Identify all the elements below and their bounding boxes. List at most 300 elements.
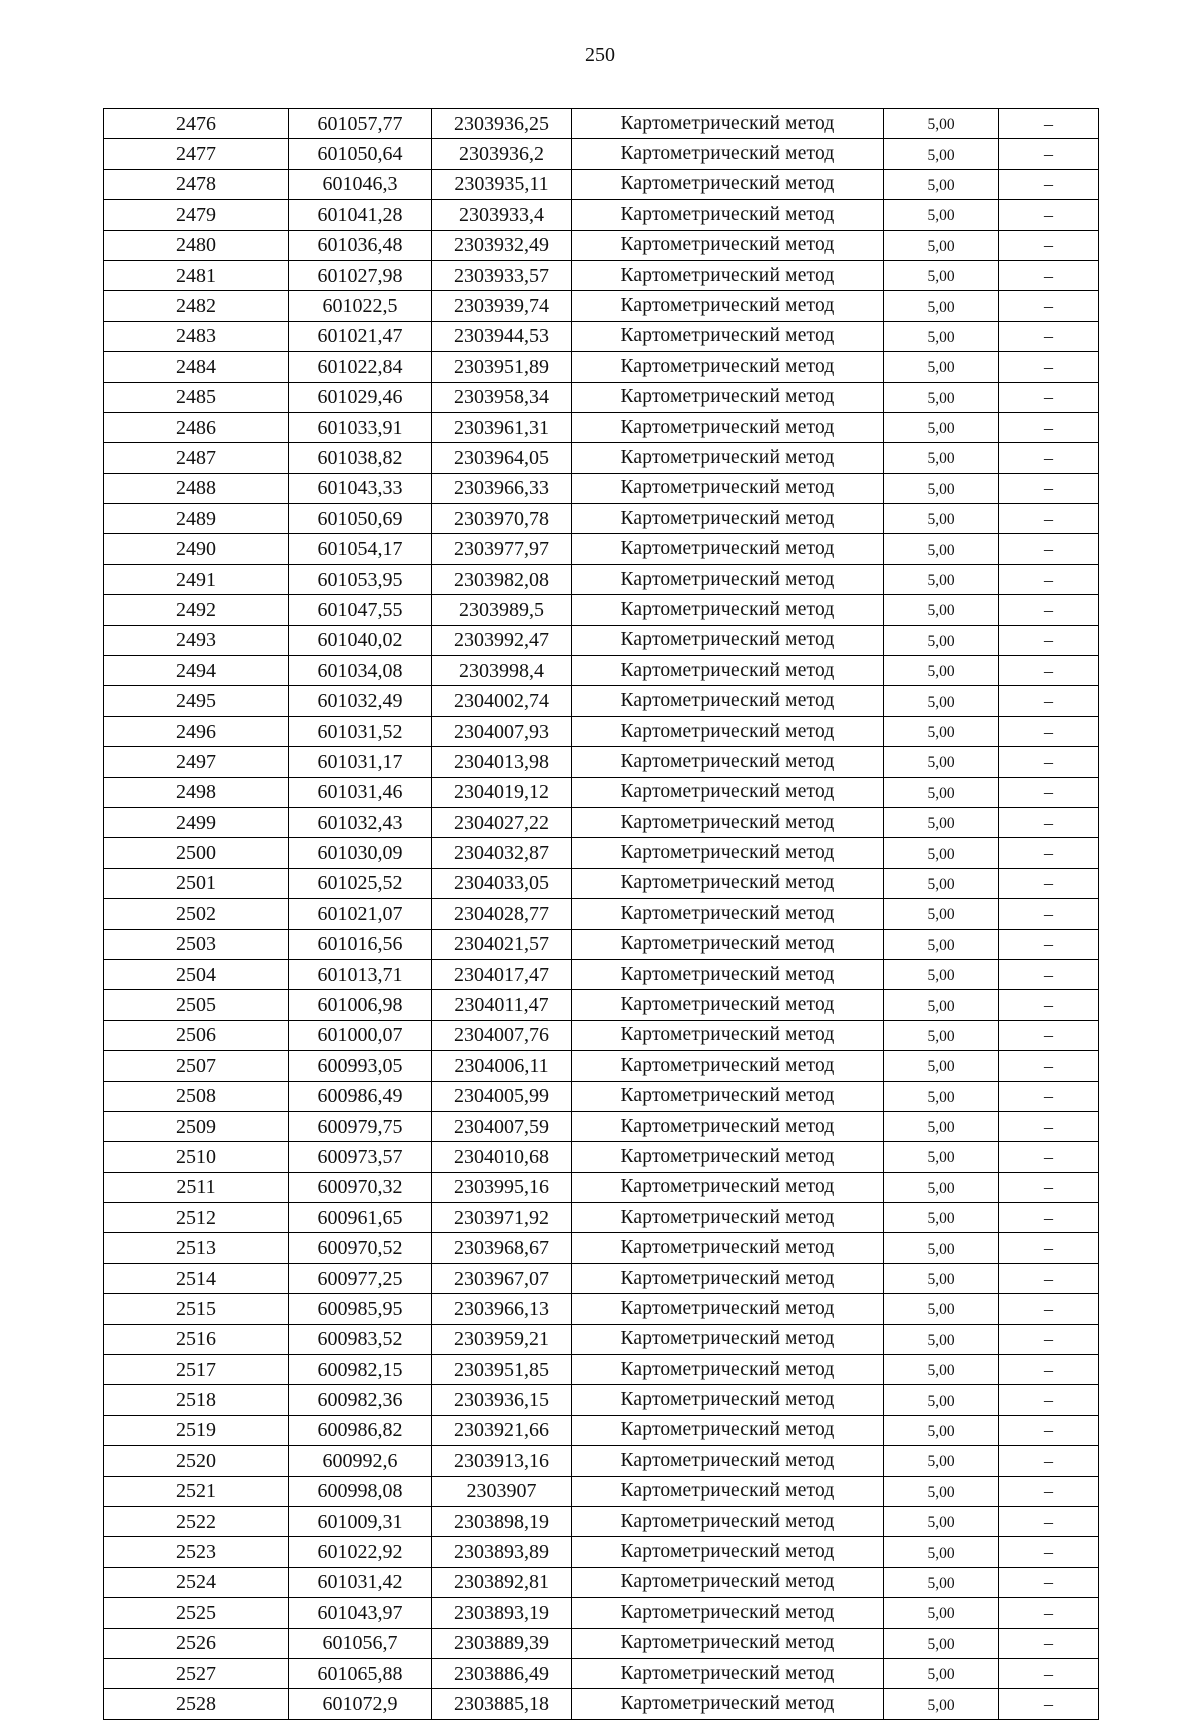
- method-cell: Картометрический метод: [572, 139, 884, 169]
- accuracy-cell: 5,00: [884, 1111, 999, 1141]
- table-row: [104, 504, 1099, 534]
- description-cell: –: [999, 656, 1099, 686]
- description-cell: –: [999, 1506, 1099, 1536]
- table-row: [104, 443, 1099, 473]
- table-row: [104, 838, 1099, 868]
- method-cell: Картометрический метод: [572, 1567, 884, 1597]
- accuracy-cell: 5,00: [884, 382, 999, 412]
- x-coordinate-cell: 601021,07: [289, 899, 432, 929]
- method-cell: Картометрический метод: [572, 1233, 884, 1263]
- table-row: [104, 412, 1099, 442]
- method-cell: Картометрический метод: [572, 1263, 884, 1293]
- description-cell: –: [999, 1081, 1099, 1111]
- description-cell: –: [999, 1476, 1099, 1506]
- table-row: [104, 990, 1099, 1020]
- table-row: [104, 1111, 1099, 1141]
- x-coordinate-cell: 601032,43: [289, 807, 432, 837]
- y-coordinate-cell: 2303992,47: [432, 625, 572, 655]
- y-coordinate-cell: 2303893,89: [432, 1537, 572, 1567]
- y-coordinate-cell: 2303998,4: [432, 656, 572, 686]
- accuracy-cell: 5,00: [884, 1081, 999, 1111]
- x-coordinate-cell: 601029,46: [289, 382, 432, 412]
- point-number-cell: 2498: [104, 777, 289, 807]
- method-cell: Картометрический метод: [572, 868, 884, 898]
- table-row: [104, 352, 1099, 382]
- point-number-cell: 2486: [104, 412, 289, 442]
- method-cell: Картометрический метод: [572, 1446, 884, 1476]
- method-cell: Картометрический метод: [572, 169, 884, 199]
- table-row: [104, 291, 1099, 321]
- description-cell: –: [999, 1051, 1099, 1081]
- table-row: [104, 564, 1099, 594]
- method-cell: Картометрический метод: [572, 382, 884, 412]
- description-cell: –: [999, 230, 1099, 260]
- x-coordinate-cell: 601046,3: [289, 169, 432, 199]
- y-coordinate-cell: 2304007,59: [432, 1111, 572, 1141]
- point-number-cell: 2494: [104, 656, 289, 686]
- y-coordinate-cell: 2304010,68: [432, 1142, 572, 1172]
- point-number-cell: 2515: [104, 1294, 289, 1324]
- table-row: [104, 1324, 1099, 1354]
- accuracy-cell: 5,00: [884, 1476, 999, 1506]
- description-cell: –: [999, 443, 1099, 473]
- x-coordinate-cell: 601031,46: [289, 777, 432, 807]
- accuracy-cell: 5,00: [884, 1446, 999, 1476]
- method-cell: Картометрический метод: [572, 1294, 884, 1324]
- method-cell: Картометрический метод: [572, 260, 884, 290]
- point-number-cell: 2527: [104, 1658, 289, 1688]
- method-cell: Картометрический метод: [572, 1476, 884, 1506]
- description-cell: –: [999, 959, 1099, 989]
- table-row: [104, 1446, 1099, 1476]
- accuracy-cell: 5,00: [884, 1324, 999, 1354]
- accuracy-cell: 5,00: [884, 1233, 999, 1263]
- method-cell: Картометрический метод: [572, 1111, 884, 1141]
- description-cell: –: [999, 321, 1099, 351]
- point-number-cell: 2507: [104, 1051, 289, 1081]
- y-coordinate-cell: 2303892,81: [432, 1567, 572, 1597]
- point-number-cell: 2491: [104, 564, 289, 594]
- x-coordinate-cell: 601025,52: [289, 868, 432, 898]
- x-coordinate-cell: 601056,7: [289, 1628, 432, 1658]
- accuracy-cell: 5,00: [884, 443, 999, 473]
- x-coordinate-cell: 601043,33: [289, 473, 432, 503]
- table-row: [104, 382, 1099, 412]
- y-coordinate-cell: 2303968,67: [432, 1233, 572, 1263]
- accuracy-cell: 5,00: [884, 1537, 999, 1567]
- table-row: [104, 1051, 1099, 1081]
- y-coordinate-cell: 2304033,05: [432, 868, 572, 898]
- y-coordinate-cell: 2303935,11: [432, 169, 572, 199]
- y-coordinate-cell: 2304013,98: [432, 747, 572, 777]
- accuracy-cell: 5,00: [884, 625, 999, 655]
- point-number-cell: 2513: [104, 1233, 289, 1263]
- coordinates-table: [103, 108, 1099, 1720]
- method-cell: Картометрический метод: [572, 1689, 884, 1719]
- x-coordinate-cell: 600998,08: [289, 1476, 432, 1506]
- table-row: [104, 899, 1099, 929]
- method-cell: Картометрический метод: [572, 504, 884, 534]
- y-coordinate-cell: 2303936,2: [432, 139, 572, 169]
- point-number-cell: 2495: [104, 686, 289, 716]
- point-number-cell: 2512: [104, 1203, 289, 1233]
- y-coordinate-cell: 2304032,87: [432, 838, 572, 868]
- point-number-cell: 2524: [104, 1567, 289, 1597]
- accuracy-cell: 5,00: [884, 1689, 999, 1719]
- y-coordinate-cell: 2303961,31: [432, 412, 572, 442]
- accuracy-cell: 5,00: [884, 1628, 999, 1658]
- table-row: [104, 260, 1099, 290]
- accuracy-cell: 5,00: [884, 716, 999, 746]
- accuracy-cell: 5,00: [884, 291, 999, 321]
- x-coordinate-cell: 601031,52: [289, 716, 432, 746]
- table-row: [104, 1506, 1099, 1536]
- table-row: [104, 1598, 1099, 1628]
- point-number-cell: 2490: [104, 534, 289, 564]
- x-coordinate-cell: 601022,5: [289, 291, 432, 321]
- method-cell: Картометрический метод: [572, 412, 884, 442]
- point-number-cell: 2484: [104, 352, 289, 382]
- method-cell: Картометрический метод: [572, 1142, 884, 1172]
- description-cell: –: [999, 807, 1099, 837]
- method-cell: Картометрический метод: [572, 443, 884, 473]
- y-coordinate-cell: 2304017,47: [432, 959, 572, 989]
- method-cell: Картометрический метод: [572, 625, 884, 655]
- x-coordinate-cell: 600979,75: [289, 1111, 432, 1141]
- y-coordinate-cell: 2303933,4: [432, 200, 572, 230]
- table-row: [104, 716, 1099, 746]
- table-row: [104, 139, 1099, 169]
- method-cell: Картометрический метод: [572, 534, 884, 564]
- x-coordinate-cell: 601038,82: [289, 443, 432, 473]
- table-row: [104, 1689, 1099, 1719]
- x-coordinate-cell: 600983,52: [289, 1324, 432, 1354]
- x-coordinate-cell: 601032,49: [289, 686, 432, 716]
- point-number-cell: 2478: [104, 169, 289, 199]
- point-number-cell: 2477: [104, 139, 289, 169]
- accuracy-cell: 5,00: [884, 1142, 999, 1172]
- point-number-cell: 2514: [104, 1263, 289, 1293]
- point-number-cell: 2481: [104, 260, 289, 290]
- description-cell: –: [999, 1415, 1099, 1445]
- y-coordinate-cell: 2303970,78: [432, 504, 572, 534]
- y-coordinate-cell: 2304002,74: [432, 686, 572, 716]
- point-number-cell: 2508: [104, 1081, 289, 1111]
- method-cell: Картометрический метод: [572, 1415, 884, 1445]
- accuracy-cell: 5,00: [884, 868, 999, 898]
- table-row: [104, 1476, 1099, 1506]
- table-row: [104, 1233, 1099, 1263]
- y-coordinate-cell: 2303939,74: [432, 291, 572, 321]
- x-coordinate-cell: 601036,48: [289, 230, 432, 260]
- x-coordinate-cell: 601034,08: [289, 656, 432, 686]
- y-coordinate-cell: 2303907: [432, 1476, 572, 1506]
- table-row: [104, 1355, 1099, 1385]
- description-cell: –: [999, 139, 1099, 169]
- accuracy-cell: 5,00: [884, 1415, 999, 1445]
- method-cell: Картометрический метод: [572, 990, 884, 1020]
- description-cell: –: [999, 109, 1099, 139]
- description-cell: –: [999, 1324, 1099, 1354]
- method-cell: Картометрический метод: [572, 959, 884, 989]
- description-cell: –: [999, 412, 1099, 442]
- x-coordinate-cell: 601047,55: [289, 595, 432, 625]
- accuracy-cell: 5,00: [884, 595, 999, 625]
- point-number-cell: 2480: [104, 230, 289, 260]
- accuracy-cell: 5,00: [884, 352, 999, 382]
- table-row: [104, 656, 1099, 686]
- y-coordinate-cell: 2303889,39: [432, 1628, 572, 1658]
- table-row: [104, 1415, 1099, 1445]
- method-cell: Картометрический метод: [572, 716, 884, 746]
- description-cell: –: [999, 838, 1099, 868]
- description-cell: –: [999, 747, 1099, 777]
- method-cell: Картометрический метод: [572, 564, 884, 594]
- page-number: 250: [585, 44, 615, 66]
- method-cell: Картометрический метод: [572, 321, 884, 351]
- point-number-cell: 2516: [104, 1324, 289, 1354]
- method-cell: Картометрический метод: [572, 200, 884, 230]
- point-number-cell: 2511: [104, 1172, 289, 1202]
- point-number-cell: 2493: [104, 625, 289, 655]
- y-coordinate-cell: 2304007,93: [432, 716, 572, 746]
- x-coordinate-cell: 601057,77: [289, 109, 432, 139]
- x-coordinate-cell: 600986,49: [289, 1081, 432, 1111]
- description-cell: –: [999, 564, 1099, 594]
- description-cell: –: [999, 625, 1099, 655]
- table-row: [104, 595, 1099, 625]
- accuracy-cell: 5,00: [884, 260, 999, 290]
- x-coordinate-cell: 600985,95: [289, 1294, 432, 1324]
- method-cell: Картометрический метод: [572, 109, 884, 139]
- description-cell: –: [999, 595, 1099, 625]
- table-row: [104, 200, 1099, 230]
- method-cell: Картометрический метод: [572, 1355, 884, 1385]
- x-coordinate-cell: 601027,98: [289, 260, 432, 290]
- y-coordinate-cell: 2303971,92: [432, 1203, 572, 1233]
- point-number-cell: 2509: [104, 1111, 289, 1141]
- point-number-cell: 2485: [104, 382, 289, 412]
- point-number-cell: 2510: [104, 1142, 289, 1172]
- x-coordinate-cell: 601022,92: [289, 1537, 432, 1567]
- x-coordinate-cell: 601033,91: [289, 412, 432, 442]
- x-coordinate-cell: 600970,32: [289, 1172, 432, 1202]
- x-coordinate-cell: 600986,82: [289, 1415, 432, 1445]
- y-coordinate-cell: 2304028,77: [432, 899, 572, 929]
- point-number-cell: 2519: [104, 1415, 289, 1445]
- accuracy-cell: 5,00: [884, 656, 999, 686]
- y-coordinate-cell: 2303886,49: [432, 1658, 572, 1688]
- point-number-cell: 2488: [104, 473, 289, 503]
- point-number-cell: 2528: [104, 1689, 289, 1719]
- x-coordinate-cell: 600992,6: [289, 1446, 432, 1476]
- x-coordinate-cell: 600977,25: [289, 1263, 432, 1293]
- y-coordinate-cell: 2303951,85: [432, 1355, 572, 1385]
- table-row: [104, 625, 1099, 655]
- x-coordinate-cell: 601030,09: [289, 838, 432, 868]
- description-cell: –: [999, 1355, 1099, 1385]
- description-cell: –: [999, 899, 1099, 929]
- accuracy-cell: 5,00: [884, 412, 999, 442]
- method-cell: Картометрический метод: [572, 1506, 884, 1536]
- table-row: [104, 321, 1099, 351]
- description-cell: –: [999, 1294, 1099, 1324]
- x-coordinate-cell: 601050,69: [289, 504, 432, 534]
- point-number-cell: 2496: [104, 716, 289, 746]
- accuracy-cell: 5,00: [884, 807, 999, 837]
- accuracy-cell: 5,00: [884, 1355, 999, 1385]
- y-coordinate-cell: 2303932,49: [432, 230, 572, 260]
- x-coordinate-cell: 600973,57: [289, 1142, 432, 1172]
- method-cell: Картометрический метод: [572, 1203, 884, 1233]
- method-cell: Картометрический метод: [572, 929, 884, 959]
- method-cell: Картометрический метод: [572, 1324, 884, 1354]
- table-row: [104, 109, 1099, 139]
- table-row: [104, 230, 1099, 260]
- y-coordinate-cell: 2304006,11: [432, 1051, 572, 1081]
- y-coordinate-cell: 2303959,21: [432, 1324, 572, 1354]
- description-cell: –: [999, 716, 1099, 746]
- y-coordinate-cell: 2304005,99: [432, 1081, 572, 1111]
- accuracy-cell: 5,00: [884, 230, 999, 260]
- accuracy-cell: 5,00: [884, 109, 999, 139]
- accuracy-cell: 5,00: [884, 838, 999, 868]
- x-coordinate-cell: 601031,17: [289, 747, 432, 777]
- point-number-cell: 2522: [104, 1506, 289, 1536]
- description-cell: –: [999, 200, 1099, 230]
- point-number-cell: 2500: [104, 838, 289, 868]
- x-coordinate-cell: 601021,47: [289, 321, 432, 351]
- accuracy-cell: 5,00: [884, 777, 999, 807]
- method-cell: Картометрический метод: [572, 1628, 884, 1658]
- table-row: [104, 1142, 1099, 1172]
- y-coordinate-cell: 2303958,34: [432, 382, 572, 412]
- description-cell: –: [999, 352, 1099, 382]
- method-cell: Картометрический метод: [572, 807, 884, 837]
- x-coordinate-cell: 600970,52: [289, 1233, 432, 1263]
- description-cell: –: [999, 534, 1099, 564]
- accuracy-cell: 5,00: [884, 534, 999, 564]
- accuracy-cell: 5,00: [884, 564, 999, 594]
- y-coordinate-cell: 2303995,16: [432, 1172, 572, 1202]
- x-coordinate-cell: 601043,97: [289, 1598, 432, 1628]
- point-number-cell: 2506: [104, 1020, 289, 1050]
- x-coordinate-cell: 601053,95: [289, 564, 432, 594]
- x-coordinate-cell: 601065,88: [289, 1658, 432, 1688]
- y-coordinate-cell: 2304007,76: [432, 1020, 572, 1050]
- table-row: [104, 534, 1099, 564]
- description-cell: –: [999, 1172, 1099, 1202]
- point-number-cell: 2483: [104, 321, 289, 351]
- point-number-cell: 2505: [104, 990, 289, 1020]
- method-cell: Картометрический метод: [572, 1020, 884, 1050]
- description-cell: –: [999, 1537, 1099, 1567]
- method-cell: Картометрический метод: [572, 1081, 884, 1111]
- description-cell: –: [999, 1111, 1099, 1141]
- accuracy-cell: 5,00: [884, 1203, 999, 1233]
- table-row: [104, 169, 1099, 199]
- y-coordinate-cell: 2303982,08: [432, 564, 572, 594]
- x-coordinate-cell: 601072,9: [289, 1689, 432, 1719]
- y-coordinate-cell: 2303966,33: [432, 473, 572, 503]
- method-cell: Картометрический метод: [572, 473, 884, 503]
- method-cell: Картометрический метод: [572, 352, 884, 382]
- method-cell: Картометрический метод: [572, 230, 884, 260]
- description-cell: –: [999, 1233, 1099, 1263]
- accuracy-cell: 5,00: [884, 200, 999, 230]
- x-coordinate-cell: 601050,64: [289, 139, 432, 169]
- y-coordinate-cell: 2303964,05: [432, 443, 572, 473]
- description-cell: –: [999, 1263, 1099, 1293]
- accuracy-cell: 5,00: [884, 899, 999, 929]
- accuracy-cell: 5,00: [884, 1385, 999, 1415]
- y-coordinate-cell: 2303893,19: [432, 1598, 572, 1628]
- method-cell: Картометрический метод: [572, 656, 884, 686]
- y-coordinate-cell: 2303885,18: [432, 1689, 572, 1719]
- table-row: [104, 929, 1099, 959]
- y-coordinate-cell: 2303913,16: [432, 1446, 572, 1476]
- accuracy-cell: 5,00: [884, 1172, 999, 1202]
- point-number-cell: 2504: [104, 959, 289, 989]
- y-coordinate-cell: 2303967,07: [432, 1263, 572, 1293]
- table-row: [104, 686, 1099, 716]
- accuracy-cell: 5,00: [884, 1506, 999, 1536]
- accuracy-cell: 5,00: [884, 1658, 999, 1688]
- table-row: [104, 1658, 1099, 1688]
- y-coordinate-cell: 2304011,47: [432, 990, 572, 1020]
- accuracy-cell: 5,00: [884, 169, 999, 199]
- description-cell: –: [999, 1658, 1099, 1688]
- table-row: [104, 1294, 1099, 1324]
- point-number-cell: 2502: [104, 899, 289, 929]
- description-cell: –: [999, 777, 1099, 807]
- table-row: [104, 1385, 1099, 1415]
- y-coordinate-cell: 2303977,97: [432, 534, 572, 564]
- x-coordinate-cell: 601054,17: [289, 534, 432, 564]
- point-number-cell: 2476: [104, 109, 289, 139]
- accuracy-cell: 5,00: [884, 686, 999, 716]
- y-coordinate-cell: 2304021,57: [432, 929, 572, 959]
- x-coordinate-cell: 601016,56: [289, 929, 432, 959]
- description-cell: –: [999, 382, 1099, 412]
- x-coordinate-cell: 601006,98: [289, 990, 432, 1020]
- accuracy-cell: 5,00: [884, 1051, 999, 1081]
- method-cell: Картометрический метод: [572, 747, 884, 777]
- x-coordinate-cell: 600982,36: [289, 1385, 432, 1415]
- point-number-cell: 2525: [104, 1598, 289, 1628]
- description-cell: –: [999, 291, 1099, 321]
- x-coordinate-cell: 601022,84: [289, 352, 432, 382]
- accuracy-cell: 5,00: [884, 929, 999, 959]
- point-number-cell: 2520: [104, 1446, 289, 1476]
- description-cell: –: [999, 868, 1099, 898]
- y-coordinate-cell: 2303951,89: [432, 352, 572, 382]
- accuracy-cell: 5,00: [884, 321, 999, 351]
- table-row: [104, 1263, 1099, 1293]
- y-coordinate-cell: 2303933,57: [432, 260, 572, 290]
- description-cell: –: [999, 504, 1099, 534]
- table-row: [104, 1537, 1099, 1567]
- method-cell: Картометрический метод: [572, 1537, 884, 1567]
- method-cell: Картометрический метод: [572, 899, 884, 929]
- table-row: [104, 1081, 1099, 1111]
- y-coordinate-cell: 2303966,13: [432, 1294, 572, 1324]
- description-cell: –: [999, 929, 1099, 959]
- accuracy-cell: 5,00: [884, 1263, 999, 1293]
- y-coordinate-cell: 2303921,66: [432, 1415, 572, 1445]
- table-row: [104, 777, 1099, 807]
- y-coordinate-cell: 2304027,22: [432, 807, 572, 837]
